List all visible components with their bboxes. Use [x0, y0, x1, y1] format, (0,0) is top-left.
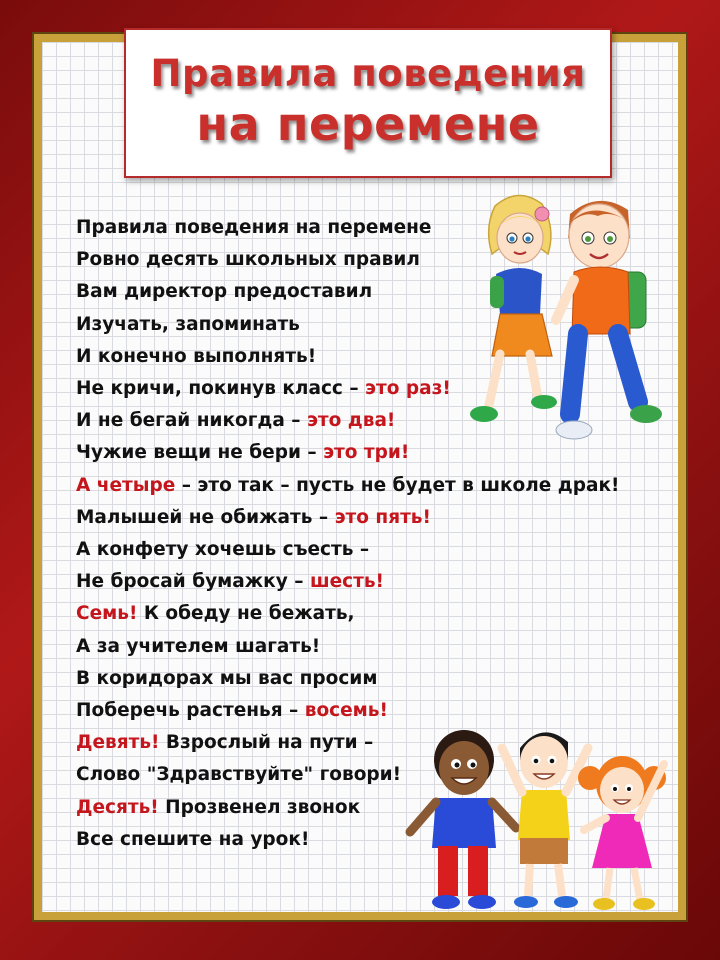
- title-line-1: Правила поведения: [150, 52, 586, 95]
- boy-in-blue-figure: [410, 730, 516, 909]
- poem-text: И конечно выполнять!: [76, 345, 317, 367]
- highlighted-number-text: Семь!: [76, 603, 138, 625]
- title-banner: [124, 28, 612, 178]
- poem-text: А конфету хочешь съесть –: [76, 539, 370, 561]
- poem-text: Изучать, запоминать: [76, 313, 300, 335]
- poem-line: [76, 566, 666, 598]
- poem-text: Малышей не обижать –: [76, 506, 335, 528]
- highlighted-number-text: Девять!: [76, 732, 160, 754]
- title-line-2: на перемене: [196, 97, 540, 151]
- poem-line: [76, 663, 666, 695]
- highlighted-number-text: это два!: [306, 410, 396, 432]
- poem-text: В коридорах мы вас просим: [76, 667, 378, 689]
- highlighted-number-text: шесть!: [309, 571, 384, 593]
- poem-line: [76, 502, 666, 534]
- girl-in-pink-figure: [578, 756, 666, 910]
- girl-figure: [470, 195, 557, 422]
- boy-in-yellow-figure: [502, 732, 588, 908]
- highlighted-number-text: это раз!: [365, 378, 451, 400]
- boy-figure: [556, 201, 662, 439]
- highlighted-number-text: восемь!: [304, 700, 388, 722]
- poem-text: И не бегай никогда –: [76, 410, 307, 432]
- poem-text: Правила поведения на перемене: [76, 217, 432, 238]
- walking-kids-illustration: [470, 188, 670, 453]
- poem-line: [76, 631, 666, 663]
- poem-text: А за учителем шагать!: [76, 635, 321, 657]
- poem-text: Слово "Здравствуйте" говори!: [76, 764, 402, 786]
- poem-text: К обеду не бежать,: [137, 603, 355, 625]
- poem-text: Не бросай бумажку –: [76, 571, 310, 593]
- poem-text: Все спешите на урок!: [76, 828, 310, 850]
- waving-kids-illustration: [402, 720, 672, 916]
- poem-line: [76, 470, 666, 502]
- highlighted-number-text: Десять!: [76, 796, 159, 818]
- poem-text: Взрослый на пути –: [159, 732, 374, 754]
- highlighted-number-text: А четыре: [76, 474, 176, 496]
- poem-line: [76, 598, 666, 630]
- poem-text: Прозвенел звонок: [158, 796, 361, 818]
- highlighted-number-text: это пять!: [334, 506, 431, 528]
- poem-text: Ровно десять школьных правил: [76, 249, 420, 271]
- poem-text: – это так – пусть не будет в школе драк!: [175, 474, 620, 496]
- poem-text: Чужие вещи не бери –: [76, 442, 324, 464]
- poem-line: [76, 534, 666, 566]
- highlighted-number-text: это три!: [323, 442, 410, 464]
- poem-text: Вам директор предоставил: [76, 281, 373, 303]
- poem-text: Не кричи, покинув класс –: [76, 378, 366, 400]
- poem-text: Поберечь растенья –: [76, 700, 305, 722]
